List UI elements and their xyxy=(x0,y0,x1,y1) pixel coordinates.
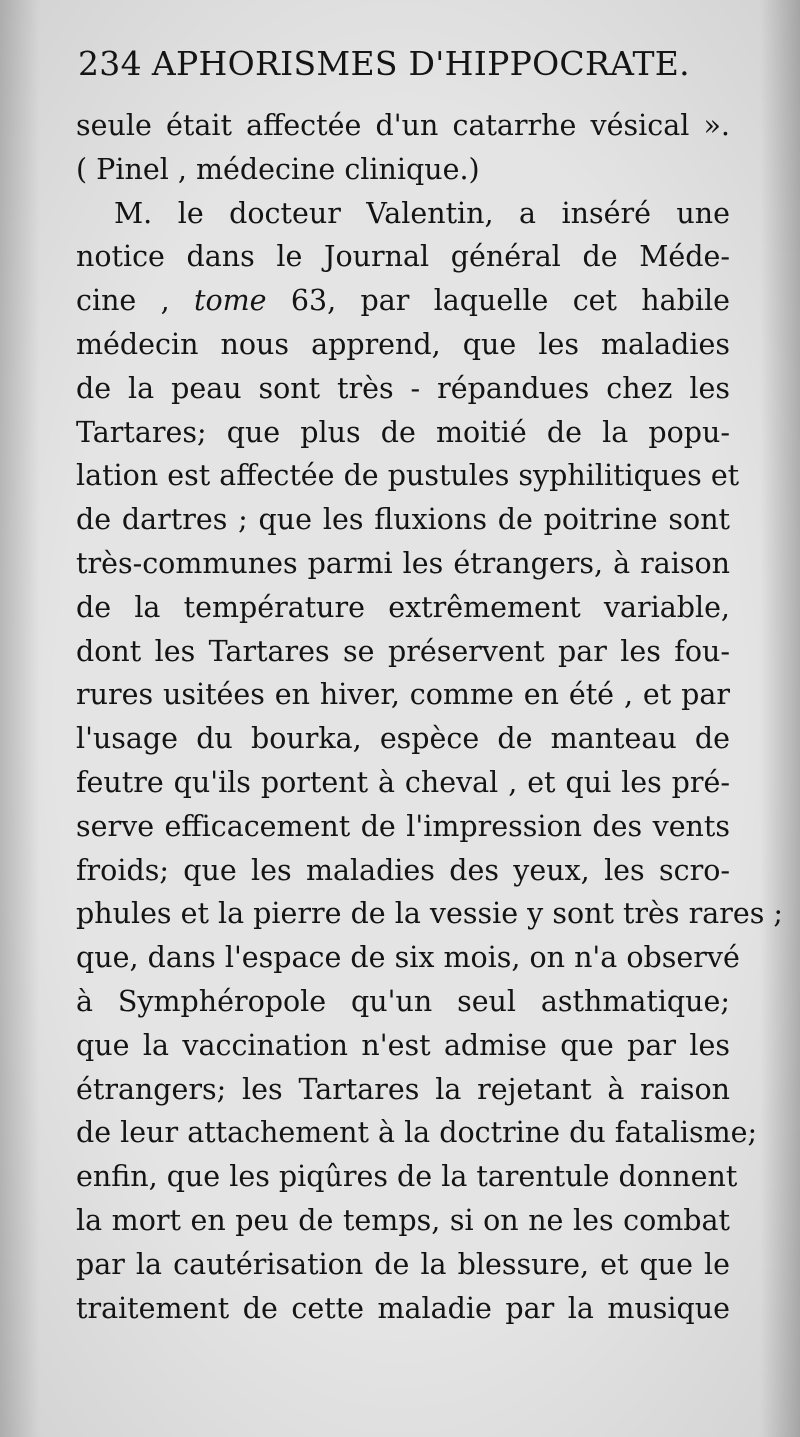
text-line: très-communes parmi les étrangers, à raison xyxy=(76,546,730,580)
text-line: que, dans l'espace de six mois, on n'a observé xyxy=(76,941,740,975)
page-number: 234 xyxy=(78,44,142,83)
text-line: de la peau sont très - répandues chez les xyxy=(76,371,730,405)
text-line: de dartres ; que les fluxions de poitrine sont xyxy=(76,503,730,537)
text-line: de la température extrêmement variable, xyxy=(76,590,730,624)
text-segment: 63, par laquelle cet habile xyxy=(266,284,730,318)
text-line xyxy=(76,279,730,323)
text-line: l'usage du bourka, espèce de manteau de xyxy=(76,722,730,756)
text-line: traitement de cette maladie par la musique xyxy=(76,1291,730,1325)
text-line: notice dans le Journal général de Méde- xyxy=(76,240,730,274)
text-line: médecin nous apprend, que les maladies xyxy=(76,327,730,361)
text-line: seule était affectée d'un catarrhe vésical ». xyxy=(76,109,730,142)
text-line: M. le docteur Valentin, a inséré une xyxy=(114,196,730,230)
italic-word: tome xyxy=(194,284,267,318)
text-line: serve efficacement de l'impression des vents xyxy=(76,809,730,843)
text-line: la mort en peu de temps, si on ne les combat xyxy=(76,1203,730,1237)
text-line: lation est affectée de pustules syphilitiques et xyxy=(76,459,740,493)
text-line: par la cautérisation de la blessure, et que le xyxy=(76,1247,730,1281)
text-line: étrangers; les Tartares la rejetant à raison xyxy=(76,1072,730,1106)
text-line: enfin, que les piqûres de la tarentule donnent xyxy=(76,1160,738,1194)
text-line: froids; que les maladies des yeux, les scro- xyxy=(76,853,730,887)
text-segment: cine , xyxy=(76,284,195,318)
text-line: dont les Tartares se préservent par les fou- xyxy=(76,634,730,668)
text-line: de leur attachement à la doctrine du fatalisme; xyxy=(76,1116,758,1150)
running-header xyxy=(78,44,778,100)
text-line: Tartares; que plus de moitié de la popu- xyxy=(76,415,730,449)
text-line: phules et la pierre de la vessie y sont très rares ; xyxy=(76,897,783,931)
text-line: rures usitées en hiver, comme en été , et par xyxy=(76,678,730,712)
text-line: à Symphéropole qu'un seul asthmatique; xyxy=(76,984,730,1018)
text-line: que la vaccination n'est admise que par les xyxy=(76,1028,730,1062)
text-line: ( Pinel , médecine clinique.) xyxy=(76,152,480,186)
text-line: feutre qu'ils portent à cheval , et qui les pré- xyxy=(76,765,730,799)
page-body-text xyxy=(76,104,783,1330)
running-title: APHORISMES D'HIPPOCRATE. xyxy=(151,44,690,83)
